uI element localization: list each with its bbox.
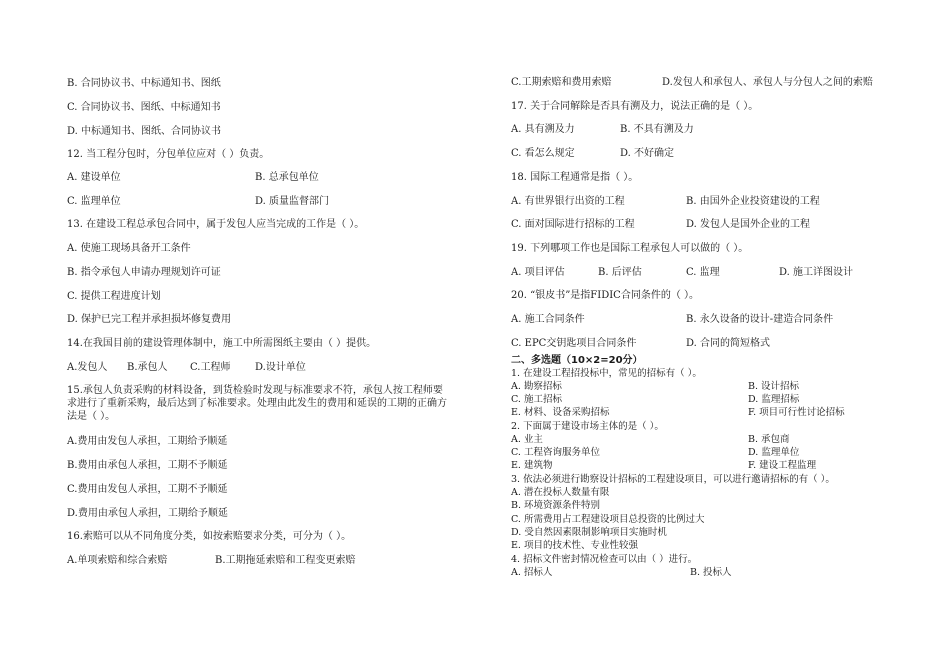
m2-option-a: A. 业主	[511, 434, 543, 445]
q11-option-d: D. 中标通知书、图纸、合同协议书	[67, 126, 222, 137]
m2-option-f: F. 建设工程监理	[748, 460, 817, 471]
q16-option-b: B.工期拖延索赔和工程变更索赔	[215, 555, 356, 566]
q14-option-a: A.发包人	[67, 362, 108, 373]
q14-option-d: D.设计单位	[255, 362, 306, 373]
m2-option-c: C. 工程咨询服务单位	[511, 447, 600, 458]
m4-option-a: A. 招标人	[511, 567, 553, 578]
q11-option-b: B. 合同协议书、中标通知书、图纸	[67, 78, 221, 89]
q12-option-c: C. 监理单位	[67, 196, 121, 207]
q19-option-b: B. 后评估	[598, 267, 642, 278]
q14-option-b: B.承包人	[127, 362, 168, 373]
q17-option-d: D. 不好确定	[620, 148, 675, 159]
multi-question-4: 4. 招标文件密封情况检查可以由（ ）进行。	[511, 554, 698, 565]
q15-option-b: B.费用由承包人承担，工期不予顺延	[67, 460, 228, 471]
m3-option-e: E. 项目的技术性、专业性较强	[511, 540, 638, 551]
question-12: 12. 当工程分包时，分包单位应对（ ）负责。	[67, 149, 270, 160]
question-18: 18. 国际工程通常是指（ ）。	[511, 172, 639, 183]
q18-option-b: B. 由国外企业投资建设的工程	[686, 196, 820, 207]
m1-option-a: A. 勘察招标	[511, 381, 562, 392]
q12-option-a: A. 建设单位	[67, 172, 121, 183]
q20-option-b: B. 永久设备的设计-建造合同条件	[686, 314, 834, 325]
question-19: 19. 下列哪项工作也是国际工程承包人可以做的（ ）。	[511, 243, 749, 254]
q16-option-c: C.工期索赔和费用索赔	[511, 77, 612, 88]
q18-option-a: A. 有世界银行出资的工程	[511, 196, 625, 207]
question-20: 20. “银皮书”是指FIDIC合同条件的（ ）。	[511, 290, 699, 301]
m3-option-a: A. 潜在投标人数量有限	[511, 487, 610, 498]
q12-option-d: D. 质量监督部门	[255, 196, 330, 207]
m1-option-b: B. 设计招标	[748, 381, 800, 392]
q20-option-d: D. 合同的简短格式	[686, 338, 771, 349]
q13-option-d: D. 保护已完工程并承担损坏修复费用	[67, 314, 232, 325]
q13-option-b: B. 指令承包人申请办理规划许可证	[67, 267, 221, 278]
q16-option-a: A.单项索赔和综合索赔	[67, 555, 168, 566]
m1-option-e: E. 材料、设备采购招标	[511, 407, 610, 418]
m3-option-c: C. 所需费用占工程建设项目总投资的比例过大	[511, 514, 705, 525]
multi-question-2: 2. 下面属于建设市场主体的是（ ）。	[511, 421, 664, 432]
question-17: 17. 关于合同解除是否具有溯及力，说法正确的是（ ）。	[511, 101, 759, 112]
question-13: 13. 在建设工程总承包合同中，属于发包人应当完成的工作是（ ）。	[67, 219, 365, 230]
q17-option-c: C. 看怎么规定	[511, 148, 575, 159]
q15-option-d: D.费用由承包人承担，工期给予顺延	[67, 508, 228, 519]
q15-option-c: C.费用由发包人承担，工期不予顺延	[67, 484, 228, 495]
m1-option-d: D. 监理招标	[748, 394, 800, 405]
m4-option-b: B. 投标人	[690, 567, 732, 578]
q15-option-a: A.费用由发包人承担，工期给予顺延	[67, 436, 228, 447]
q17-option-b: B. 不具有溯及力	[620, 124, 694, 135]
q16-option-d: D.发包人和承包人、承包人与分包人之间的索赔	[662, 77, 873, 88]
q14-option-c: C.工程师	[190, 362, 231, 373]
multi-question-3: 3. 依法必须进行勘察设计招标的工程建设项目，可以进行邀请招标的有（ ）。	[511, 474, 835, 485]
m2-option-d: D. 监理单位	[748, 447, 800, 458]
question-14: 14.在我国目前的建设管理体制中，施工中所需图纸主要由（ ）提供。	[67, 338, 377, 349]
q19-option-c: C. 监理	[686, 267, 720, 278]
m3-option-d: D. 受自然因素限制影响项目实施时机	[511, 527, 667, 538]
q20-option-c: C. EPC交钥匙项目合同条件	[511, 338, 637, 349]
q19-option-d: D. 施工详图设计	[779, 267, 854, 278]
q13-option-a: A. 使施工现场具备开工条件	[67, 243, 191, 254]
m2-option-e: E. 建筑物	[511, 460, 553, 471]
multi-question-1: 1. 在建设工程招投标中，常见的招标有（ ）。	[511, 368, 702, 379]
question-16: 16.索赔可以从不同角度分类，如按索赔要求分类，可分为（ ）。	[67, 531, 352, 542]
section-multiple-choice-heading: 二、多选题（10×2=20分）	[511, 355, 643, 366]
q19-option-a: A. 项目评估	[511, 267, 565, 278]
q12-option-b: B. 总承包单位	[255, 172, 319, 183]
m3-option-b: B. 环境资源条件特别	[511, 500, 601, 511]
q18-option-d: D. 发包人是国外企业的工程	[686, 219, 811, 230]
q11-option-c: C. 合同协议书、图纸、中标通知书	[67, 102, 221, 113]
q18-option-c: C. 面对国际进行招标的工程	[511, 219, 635, 230]
q13-option-c: C. 提供工程进度计划	[67, 291, 161, 302]
q17-option-a: A. 具有溯及力	[511, 124, 575, 135]
question-15: 15.承包人负责采购的材料设备，到货检验时发现与标准要求不符，承包人按工程师要求进行了重新采购，最后达到了标准要求。处理由此发生的费用和延误的工期的正确方法是（ ）。	[67, 385, 447, 422]
m1-option-c: C. 施工招标	[511, 394, 562, 405]
q20-option-a: A. 施工合同条件	[511, 314, 585, 325]
m1-option-f: F. 项目可行性讨论招标	[748, 407, 845, 418]
m2-option-b: B. 承包商	[748, 434, 790, 445]
